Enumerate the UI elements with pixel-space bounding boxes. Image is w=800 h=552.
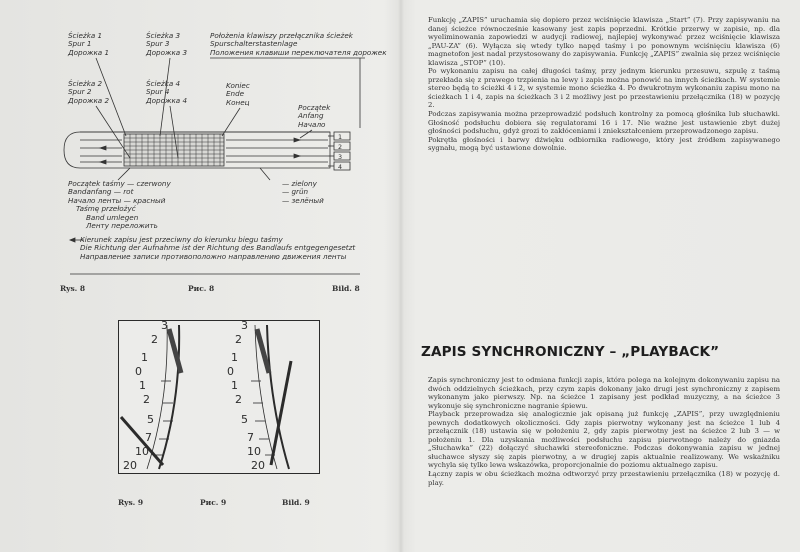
text-playback-section <box>428 376 780 487</box>
right-scale-1: 1 <box>231 351 238 364</box>
left-scale-1: 1 <box>141 351 148 364</box>
figure-8-track-diagram <box>60 28 390 278</box>
track-3-label: Ścieżka 3 Spur 3 Дорожка 3 <box>146 31 188 57</box>
recording-direction-note: Kierunek zapisu jest przeciwny do kierunku biegu taśmy Die Richtung der Aufnahme ist der Richtung des Bandlaufs entgegengesetzt Направление записи противоположно направлению движения ленты <box>80 235 356 261</box>
paragraph: Zapis synchroniczny jest to odmiana funkcji zapis, która polega na kolejnym dokonywaniu zapisu na dwóch oddzielnych ścieżkach, przy czym zapis dokonany jako drugi jest synchroniczny z zapisem wykonanym jako pierwszy. Np. na ścieżce 1 zapisany jest podkład muzyczny, a na ścieżce 3 wykonuje się synchroniczne nagranie śpiewu. <box>428 376 780 410</box>
end-label: Koniec Ende Конец <box>226 81 250 107</box>
left-scale-0: 0 <box>135 365 142 378</box>
section-heading: ZAPIS SYNCHRONICZNY – „PLAYBACK” <box>421 344 720 360</box>
caption-ris-9: Рис. 9 <box>200 498 227 507</box>
right-scale-2: 2 <box>235 333 242 346</box>
switch-position-numbers: 1 2 3 4 <box>338 133 343 171</box>
left-scale-2b: 2 <box>143 393 150 406</box>
tape-end-legend: — zielony — grün — зелёный <box>282 179 324 205</box>
caption-bild-9: Bild. 9 <box>282 498 310 507</box>
page-fold <box>398 0 404 552</box>
left-scale-5: 5 <box>147 413 154 426</box>
right-scale-0: 0 <box>227 365 234 378</box>
track-1-label: Ścieżka 1 Spur 1 Дорожка 1 <box>68 31 110 57</box>
start-label: Początek Anfang Начало <box>298 103 331 129</box>
left-scale-20: 20 <box>123 459 137 472</box>
right-scale-7: 7 <box>247 431 254 444</box>
track-4-label: Ścieżka 4 Spur 4 Дорожка 4 <box>146 79 188 105</box>
caption-rys-9: Rys. 9 <box>118 498 144 507</box>
paragraph: Playback przeprowadza się analogicznie jak opisaną już funkcję „ZAPIS”, przy uwzględnieniu pewnych dodatkowych okoliczności. Gdy zapis pierwotny wykonany jest na ścieżce 1 lub 4 przełącznik (18) ustawia się w położeniu 2, gdy zapis pierwotny jest na ścieżce 2 lub 3 — w położeniu 1. Dla uzyskania możliwości podsłuchu zapisu pierwotnego należy do gniazda „Słuchawka” (22) dołączyć słuchawki stereofoniczne. Podczas dokonywania zapisu w jednej słuchawce słyszy się zapis pierwotny, a w drugiej zapis aktualnie realizowany. We wskaźniku wychyla się tylko lewa wskazówka, proporcjonalnie do poziomu aktualnego zapisu. <box>428 410 780 470</box>
left-scale-7: 7 <box>145 431 152 444</box>
right-scale-20: 20 <box>251 459 265 472</box>
paragraph: Łączny zapis w obu ścieżkach można odtworzyć przy przestawieniu przełącznika (18) w pozycję d. play. <box>428 470 780 487</box>
track-2-label: Ścieżka 2 Spur 2 Дорожка 2 <box>68 79 110 105</box>
tape-start-legend: Początek taśmy — czerwony Bandanfang — rot Начало ленты — красный Taśmę przełożyć Band umlegen Ленту переложить <box>68 179 171 231</box>
left-scale-10: 10 <box>135 445 149 458</box>
paragraph: Po wykonaniu zapisu na całej długości taśmy, przy jednym kierunku przesuwu, szpulę z taśmą przekłada się z prawego trzpienia na lewy i zapis można ponowić na innych ścieżkach. W systemie stereo będą to ścieżki 4 i 2, w systemie mono ścieżka 4. Po dwukrotnym wykonaniu zapisu mono na ścieżkach 1 i 4, zapis na ścieżkach 3 i 2 możliwy jest po przestawieniu przełącznika (18) w pozycję 2. <box>428 67 780 110</box>
right-scale-1b: 1 <box>231 379 238 392</box>
caption-bild-8: Bild. 8 <box>332 284 360 293</box>
caption-ris-8: Рис. 8 <box>188 284 215 293</box>
paragraph: Funkcję „ZAPIS” uruchamia się dopiero przez wciśnięcie klawisza „Start” (7). Przy zapisywaniu na danej ścieżce równocześnie kasowany jest zapis poprzedni. Krótkie przerwy w zapisie, np. dla wyeliminowania zapowiedzi w audycji radiowej, najlepiej wykonywać przez wciśnięcie klawisza „PAU-ZA” (6). Wyłącza się wtedy tylko napęd taśmy i po ponownym wciśnięciu klawisza (6) magnetofon jest nadal przystosowany do zapisywania. Funkcję „ZAPIS” zwalnia się przez wciśnięcie klawisza „STOP” (10). <box>428 16 780 67</box>
right-scale-3: 3 <box>241 319 248 332</box>
figure-9-level-meter <box>118 320 320 474</box>
right-scale-10: 10 <box>247 445 261 458</box>
caption-rys-8: Rys. 8 <box>60 284 86 293</box>
paragraph: Podczas zapisywania można przeprowadzić podsłuch kontrolny za pomocą głośnika lub słuchawki. Głośność podsłuchu dobiera się regulatorami 16 i 17. Nie ważne jest ustawienie zbyt dużej głośności podsłuchu, gdyż grozi to zakłóceniami i zniekształceniem przeprowadzonego zapisu. <box>428 110 780 136</box>
left-scale-1b: 1 <box>139 379 146 392</box>
paragraph: Pokrętła głośności i barwy dźwięku odbiornika radiowego, który jest źródłem zapisywanego sygnału, mogą być ustawione dowolnie. <box>428 135 780 153</box>
right-scale-2b: 2 <box>235 393 242 406</box>
left-scale-2: 2 <box>151 333 158 346</box>
left-scale-3: 3 <box>161 319 168 332</box>
text-zapis-instructions <box>428 16 780 153</box>
switch-legend-header: Położenia klawiszy przełącznika ścieżek Spurschalterstastenlage Положения клавиши переключателя дорожек <box>210 31 387 57</box>
right-scale-5: 5 <box>241 413 248 426</box>
